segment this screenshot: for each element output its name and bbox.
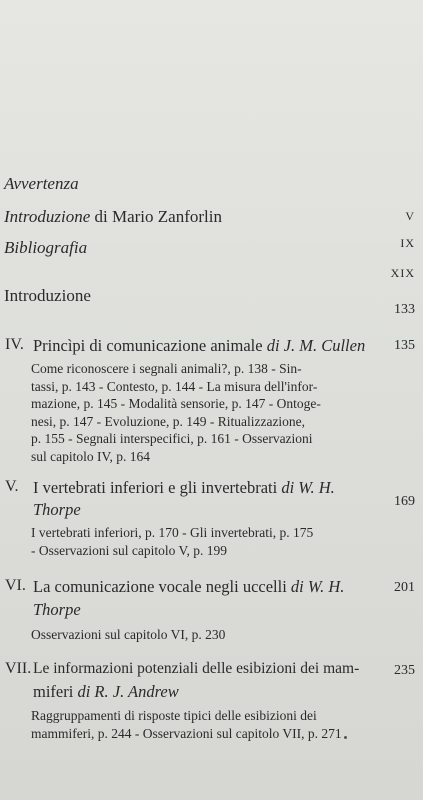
toc-entry-introduzione: Introduzione <box>4 286 91 305</box>
toc-entry-introduzione-zanforlin: Introduzione di Mario Zanforlin <box>4 207 222 226</box>
summary-line: sul capitolo IV, p. 164 <box>31 448 150 464</box>
chapter-summary <box>31 707 371 742</box>
toc-page-number: XIX <box>390 266 415 280</box>
chapter-title: Le informazioni potenziali delle esibizioni dei mam- <box>33 660 360 677</box>
summary-line: nesi, p. 147 - Evoluzione, p. 149 - Ritualizzazione, <box>31 413 306 429</box>
chapter-summary <box>31 360 371 466</box>
chapter-page-number: 235 <box>394 663 415 678</box>
chapter-title: I vertebrati inferiori e gli invertebrati di W. H. <box>33 478 335 497</box>
chapter-title: La comunicazione vocale negli uccelli di W. H. <box>33 577 345 596</box>
toc-entry-avvertenza: Avvertenza <box>4 174 79 193</box>
chapter-page-number: 135 <box>394 338 415 353</box>
chapter-page-number: 201 <box>394 580 415 595</box>
chapter-title-continued: miferi di R. J. Andrew <box>33 682 179 701</box>
chapter-author: Thorpe <box>33 600 81 619</box>
summary-line: - Osservazioni sul capitolo V, p. 199 <box>31 542 227 558</box>
summary-line: Raggruppamenti di risposte tipici delle esibizioni dei <box>31 708 317 723</box>
toc-entry-bibliografia: Bibliografia <box>4 238 88 257</box>
chapter-number: IV. <box>5 336 24 353</box>
summary-line: mazione, p. 145 - Modalità sensorie, p. 147 - Ontoge- <box>31 396 321 412</box>
chapter-summary <box>31 524 371 559</box>
summary-line: mammiferi, p. 244 - Osservazioni sul capitolo VII, p. 271 <box>31 725 342 741</box>
summary-line: p. 155 - Segnali interspecifici, p. 161 - Osservazioni <box>31 431 313 447</box>
toc-page-number: 133 <box>394 302 415 317</box>
paper-speck <box>344 736 347 739</box>
summary-line: Come riconoscere i segnali animali?, p. 138 - Sin- <box>31 361 302 376</box>
chapter-title: Princìpi di comunicazione animale di J. M. Cullen <box>33 336 366 355</box>
chapter-page-number: 169 <box>394 494 415 509</box>
summary-line: I vertebrati inferiori, p. 170 - Gli invertebrati, p. 175 <box>31 525 314 540</box>
summary-line: Osservazioni sul capitolo VI, p. 230 <box>31 627 226 642</box>
toc-page-number: IX <box>400 236 415 250</box>
toc-page-number: V <box>405 209 415 223</box>
chapter-summary <box>31 626 371 644</box>
chapter-number: VI. <box>5 577 26 594</box>
summary-line: tassi, p. 143 - Contesto, p. 144 - La misura dell'infor- <box>31 378 318 394</box>
chapter-number: V. <box>5 478 19 495</box>
chapter-number: VII. <box>5 660 32 677</box>
chapter-author: Thorpe <box>33 500 81 519</box>
